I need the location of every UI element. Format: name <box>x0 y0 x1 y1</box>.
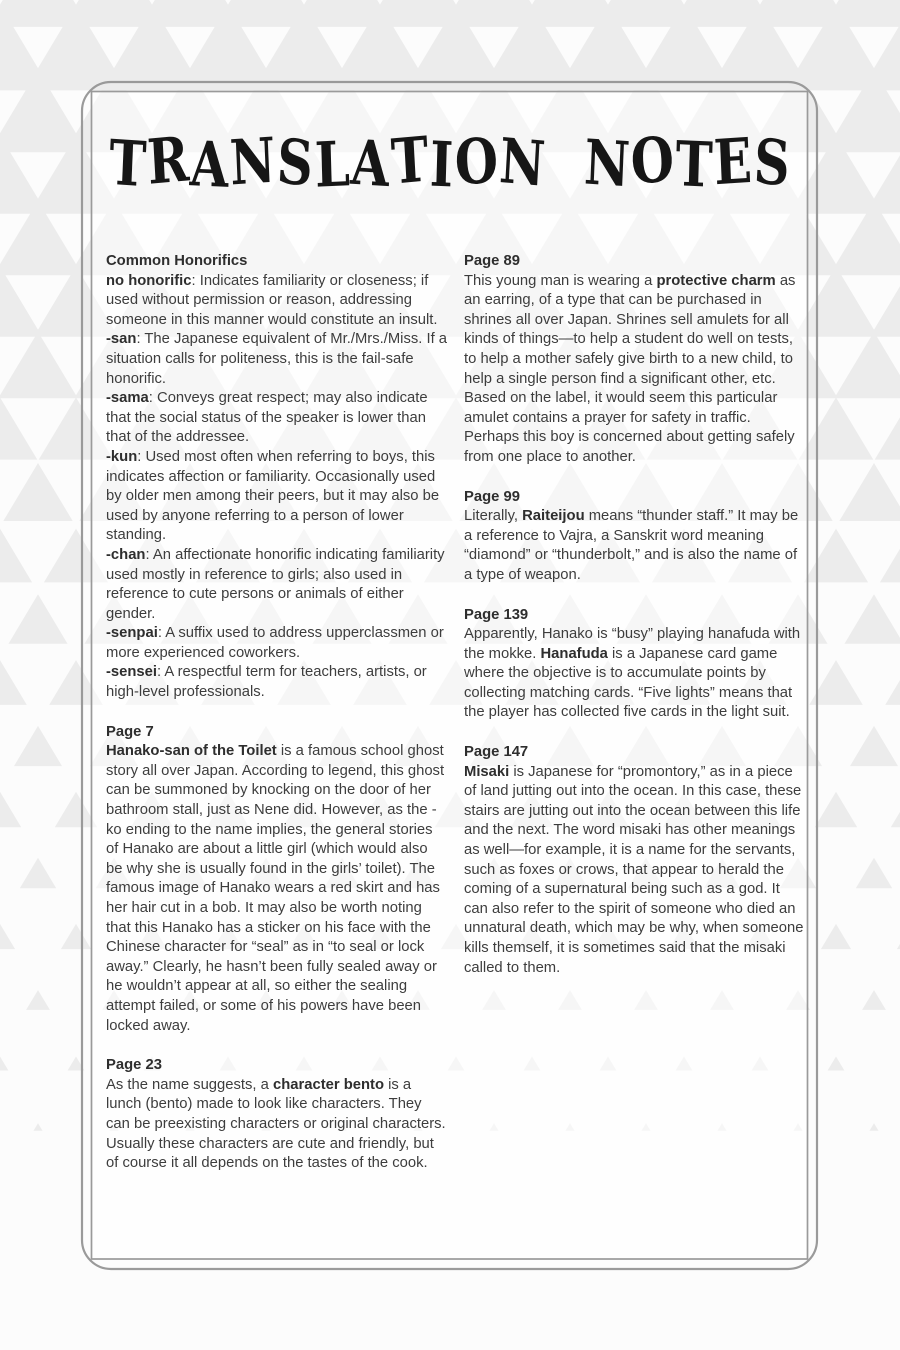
title-letter: S <box>275 124 317 201</box>
title-letter: T <box>389 122 432 199</box>
note-section <box>106 1056 448 1174</box>
title-letter: O <box>452 123 501 200</box>
section-heading: Page 89 <box>464 253 520 269</box>
section-heading: Page 99 <box>464 488 520 505</box>
title-letter: L <box>313 127 353 202</box>
section-heading: Common Honorifics <box>106 253 248 269</box>
note-paragraph: -san: The Japanese equivalent of Mr./Mrs./Miss. If a situation calls for politeness, this is the fail-safe honorific. <box>106 331 448 387</box>
section-heading: Page 139 <box>464 606 529 623</box>
note-section <box>106 252 448 703</box>
title-letter <box>546 126 584 199</box>
note-paragraph: Apparently, Hanako is “busy” playing hanafuda with the mokke. Hanafuda is a Japanese card game where the objective is to accumulate points by collecting matching cards. “Five lights” means that the player has collected five cards in the light suit. <box>464 626 801 721</box>
notes-column-right <box>464 252 806 1174</box>
notes-column-left <box>106 252 448 1174</box>
note-section <box>464 252 806 468</box>
note-section <box>464 488 806 586</box>
note-paragraph: Hanako-san of the Toilet is a famous school ghost story all over Japan. According to legend, this ghost can be summoned by knocking on the door of her bathroom stall, just as Nene did. However, as the -ko ending to the name implies, the general stories of Hanako are about a little girl (which would also be why she is usually found in the girls’ toilet). The famous image of Hanako wears a red skirt and has her hair cut in a bob. It may also be worth noting that this Hanako has a sticker on his face with the Chinese character for “seal” as in “to seal or lock away.” Clearly, he hasn’t been fully sealed away or he wouldn’t appear at all, so either the sealing attempt failed, or some of his powers have been locked away. <box>106 743 445 1034</box>
section-heading: Page 23 <box>106 1057 162 1074</box>
title-letter: I <box>428 127 456 202</box>
note-paragraph: Literally, Raiteijou means “thunder staff.” It may be a reference to Vajra, a Sanskrit word meaning “diamond” or “thunderbolt,” and is also the name of a type of weapon. <box>464 508 799 583</box>
section-heading: Page 147 <box>464 744 529 761</box>
page-title <box>90 122 810 202</box>
title-letter: N <box>497 124 549 201</box>
title-letter: N <box>228 123 279 200</box>
title-letter: S <box>751 124 794 201</box>
title-letter: A <box>189 127 232 202</box>
title-letter: T <box>107 125 149 202</box>
note-section <box>464 606 806 724</box>
title-letter: A <box>349 125 393 202</box>
note-paragraph: Misaki is Japanese for “promontory,” as in a piece of land jutting out into the ocean. In this case, these stairs are jutting out into the ocean between this life and the next. The word misaki has other meanings as well—for example, it is a name for the servants, such as foxes or crows, that appear to herald the coming of a supernatural being such as a god. It can also refer to the spirit of someone who died an unnatural death, which may be why, when someone kills themself, it is sometimes said that the misaki called to them. <box>464 763 804 976</box>
note-paragraph: no honorific: Indicates familiarity or closeness; if used without permission or reason, addressing someone in this manner would constitute an insult. <box>106 272 438 328</box>
note-paragraph: -sama: Conveys great respect; may also indicate that the social status of the speaker is lower than that of the addressee. <box>106 390 428 446</box>
title-letter: T <box>674 127 716 202</box>
notes-columns <box>106 252 806 1174</box>
note-paragraph: -kun: Used most often when referring to boys, this indicates affection or familiarity. Occasionally used by older men among their peers, but it may also be used by anyone referring to a person of lower standing. <box>106 448 440 544</box>
note-paragraph: -sensei: A respectful term for teachers, artists, or high-level professionals. <box>106 664 427 701</box>
section-heading: Page 7 <box>106 723 154 740</box>
title-letter: E <box>712 123 756 200</box>
note-paragraph: -senpai: A suffix used to address upperclassmen or more experienced coworkers. <box>106 625 444 661</box>
title-letter: N <box>582 125 633 202</box>
note-paragraph: This young man is wearing a protective charm as an earring, of a type that can be purchased in shrines all over Japan. Shrines sell amulets for all kinds of things—to help a student do well on tests, to help a mother safely give birth to a new child, to help a single person find a significant other, etc. Based on the label, it would seem this particular amulet contains a prayer for safety in traffic. Perhaps this boy is concerned about getting safely from one place to another. <box>464 272 796 465</box>
note-paragraph: As the name suggests, a character bento is a lunch (bento) made to look like characters. They can be preexisting characters or original characters. Usually these characters are cute and friendly, but of course it all depends on the tastes of the cook. <box>106 1076 446 1172</box>
title-letter: O <box>628 122 678 199</box>
note-section <box>106 723 448 1037</box>
note-paragraph: -chan: An affectionate honorific indicating familiarity used mostly in reference to girls; also used in reference to cute persons or animals of either gender. <box>106 546 445 622</box>
title-letter: R <box>145 122 193 199</box>
note-section <box>464 743 806 978</box>
